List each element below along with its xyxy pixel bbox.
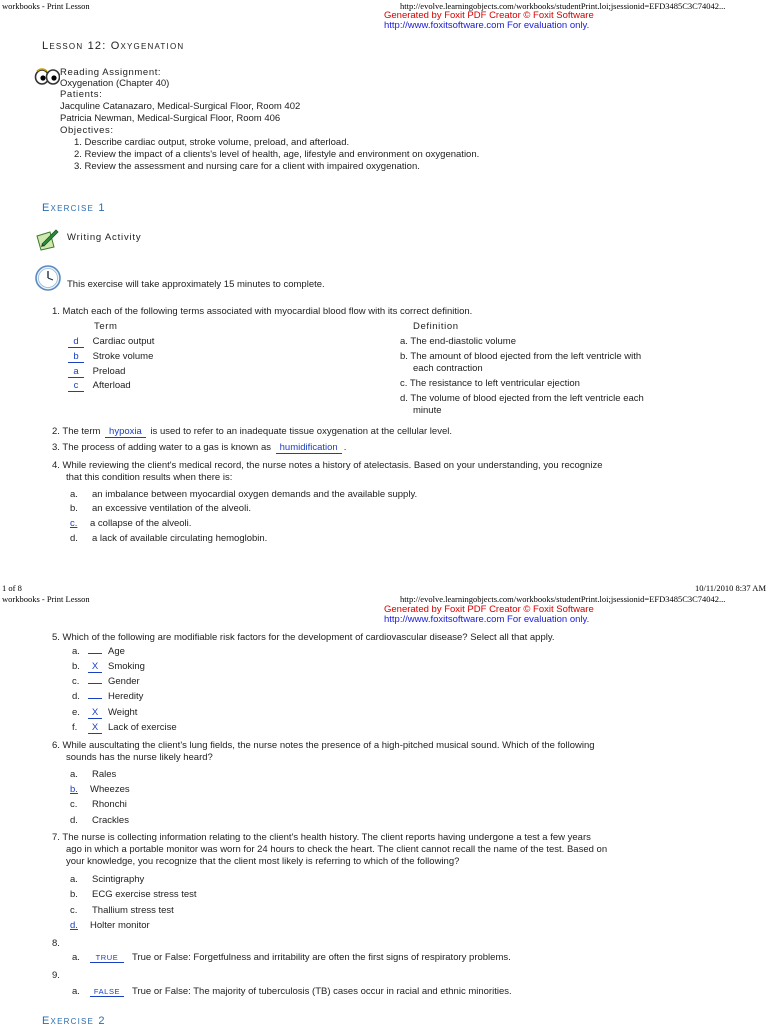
term-header: Term [94,321,118,332]
question-2 [52,426,452,438]
term-row [68,351,153,363]
exercise-1-title: Exercise 1 [42,202,106,214]
option-row[interactable] [70,815,129,826]
question-3-after: . [343,442,347,453]
question-9-row [72,986,512,997]
foxit-notice: Generated by Foxit PDF Creator © Foxit Software [384,10,594,21]
question-6-line-2: sounds has the nurse likely heard? [66,752,213,763]
option-letter: a. [70,489,78,500]
print-timestamp: 10/11/2010 8:37 AM [695,583,766,593]
option-text: Wheezes [90,784,130,795]
option-row[interactable] [70,799,127,810]
term-label: Preload [92,366,126,377]
definition-header: Definition [413,321,459,332]
term-label: Afterload [92,380,131,391]
option-text: a collapse of the alveoli. [90,518,192,529]
term-row [68,380,131,392]
option-letter-selected: d. [70,920,78,931]
option-letter: a. [70,874,78,885]
option-letter: a. [72,986,80,997]
true-false-answer[interactable]: TRUE [90,953,124,963]
option-letter: f. [72,722,78,733]
header-url: http://evolve.learningobjects.com/workbooks/studentPrint.loi;jsessionid=EFD3485C3C74042... [400,1,726,11]
exercise-2-title: Exercise 2 [42,1015,106,1024]
option-text: Holter monitor [90,920,150,931]
page-count: 1 of 8 [2,583,22,593]
question-5-text: 5. Which of the following are modifiable risk factors for the development of cardiovascular disease? Select all that apply. [52,632,555,643]
objective-3: 3. Review the assessment and nursing care for a client with impaired oxygenation. [74,161,420,172]
reading-assignment-label: Reading Assignment: [60,67,162,78]
question-7-line-3: your knowledge, you recognize that the client most likely is referring to which of the following? [66,856,460,867]
question-4-line-1: 4. While reviewing the client's medical record, the nurse notes a history of atelectasis. Based on your understanding, you recognize [52,460,603,471]
option-letter: c. [72,676,80,687]
checkbox-mark[interactable]: X [88,722,102,734]
option-text: an imbalance between myocardial oxygen demands and the available supply. [92,489,418,500]
question-7-line-2: ago in which a portable monitor was worn for 24 hours to check the heart. The client cannot recall the name of the test. Based on [66,844,608,855]
question-3-before: 3. The process of adding water to a gas is known as [52,442,271,453]
option-letter: d. [70,533,78,544]
clock-icon [34,264,62,292]
option-row[interactable] [70,769,116,780]
option-letter: d. [72,691,80,702]
option-text: a lack of available circulating hemoglobin. [92,533,268,544]
option-letter: b. [70,889,78,900]
option-letter: b. [72,661,80,672]
option-label: Smoking [108,661,145,672]
option-letter: c. [70,799,78,810]
objective-2: 2. Review the impact of a clients's level of health, age, lifestyle and environment on oxygenation. [74,149,480,160]
checkbox-mark[interactable]: X [88,661,102,673]
term-answer-blank[interactable]: d [68,336,84,348]
term-label: Stroke volume [92,351,154,362]
true-false-answer[interactable]: FALSE [90,987,124,997]
option-letter-selected: b. [70,784,78,795]
option-label: Weight [108,707,138,718]
glasses-icon [34,66,60,88]
checkbox-mark[interactable] [88,683,102,684]
option-letter: b. [70,503,78,514]
term-answer-blank[interactable]: b [68,351,84,363]
checkbox-mark[interactable] [88,698,102,699]
definition-a: a. The end-diastolic volume [400,336,516,347]
question-9-number: 9. [52,970,60,981]
term-answer-blank[interactable]: a [68,366,84,378]
definition-d: d. The volume of blood ejected from the left ventricle each [400,393,644,404]
question-4-line-2: that this condition results when there is: [66,472,233,483]
option-text: an excessive ventilation of the alveoli. [92,503,251,514]
option-letter: c. [70,905,78,916]
option-label: Heredity [108,691,144,702]
question-3 [52,442,346,454]
option-row[interactable] [70,889,197,900]
option-letter: a. [70,769,78,780]
term-label: Cardiac output [92,336,155,347]
header-title: workbooks - Print Lesson [2,594,90,604]
option-label: Gender [108,676,140,687]
definition-b: b. The amount of blood ejected from the left ventricle with [400,351,642,362]
option-row[interactable] [70,489,417,500]
writing-activity-label: Writing Activity [67,232,142,243]
objectives-label: Objectives: [60,125,114,136]
option-text: Rhonchi [92,799,127,810]
writing-pad-icon [34,228,60,252]
option-text: Scintigraphy [92,874,145,885]
question-9-text: True or False: The majority of tuberculosis (TB) cases occur in racial and ethnic minorities. [132,986,512,997]
option-label: Age [108,646,125,657]
definition-d-cont: minute [413,405,442,416]
patient-2: Patricia Newman, Medical-Surgical Floor, Room 406 [60,113,281,124]
foxit-link[interactable]: http://www.foxitsoftware.com For evaluation only. [384,20,590,31]
checkbox-row[interactable] [72,676,140,687]
patient-1: Jacquline Catanazaro, Medical-Surgical Floor, Room 402 [60,101,301,112]
question-8-text: True or False: Forgetfulness and irritability are often the first signs of respiratory problems. [132,952,511,963]
foxit-link[interactable]: http://www.foxitsoftware.com For evaluation only. [384,614,590,625]
option-letter: d. [70,815,78,826]
lesson-title: Lesson 12: Oxygenation [42,40,185,52]
question-2-before: 2. The term [52,426,101,437]
question-8-number: 8. [52,938,60,949]
checkbox-row[interactable] [72,646,125,657]
question-2-answer[interactable]: hypoxia [105,426,146,438]
header-url: http://evolve.learningobjects.com/workbooks/studentPrint.loi;jsessionid=EFD3485C3C74042... [400,594,726,604]
option-text: Crackles [92,815,129,826]
question-8-row [72,952,511,963]
option-text: ECG exercise stress test [92,889,197,900]
question-3-answer[interactable]: humidification [276,442,342,454]
checkbox-mark[interactable] [88,653,102,654]
term-row [68,336,154,348]
checkbox-mark[interactable]: X [88,707,102,719]
question-1-text: 1. Match each of the following terms associated with myocardial blood flow with its correct definition. [52,306,473,317]
patients-label: Patients: [60,89,103,100]
header-title: workbooks - Print Lesson [2,1,90,11]
time-estimate: This exercise will take approximately 15 minutes to complete. [67,279,325,290]
checkbox-row[interactable] [72,691,143,702]
option-row[interactable] [70,503,251,514]
option-row-selected[interactable] [68,518,191,529]
option-row[interactable] [70,905,174,916]
definition-c: c. The resistance to left ventricular ejection [400,378,580,389]
option-row-selected[interactable] [68,784,130,795]
checkbox-row[interactable] [72,707,137,719]
option-row[interactable] [70,874,144,885]
question-6-line-1: 6. While auscultating the client's lung fields, the nurse notes the presence of a high-pitched musical sound. Which of the following [52,740,595,751]
option-letter: a. [72,952,80,963]
definition-b-cont: each contraction [413,363,483,374]
objective-1: 1. Describe cardiac output, stroke volume, preload, and afterload. [74,137,350,148]
question-7-line-1: 7. The nurse is collecting information relating to the client's health history. The client reports having undergone a test a few years [52,832,591,843]
option-text: Rales [92,769,117,780]
option-letter: e. [72,707,80,718]
option-label: Lack of exercise [108,722,177,733]
reading-assignment-value: Oxygenation (Chapter 40) [60,78,170,89]
option-letter: a. [72,646,80,657]
term-answer-blank[interactable]: c [68,380,84,392]
checkbox-row[interactable] [72,661,145,673]
question-2-after: is used to refer to an inadequate tissue oxygenation at the cellular level. [150,426,452,437]
option-text: Thallium stress test [92,905,174,916]
term-row [68,366,125,378]
foxit-notice: Generated by Foxit PDF Creator © Foxit Software [384,604,594,615]
option-row-selected[interactable] [68,920,150,931]
option-letter-selected: c. [70,518,78,529]
option-row[interactable] [70,533,267,544]
checkbox-row[interactable] [72,722,177,734]
